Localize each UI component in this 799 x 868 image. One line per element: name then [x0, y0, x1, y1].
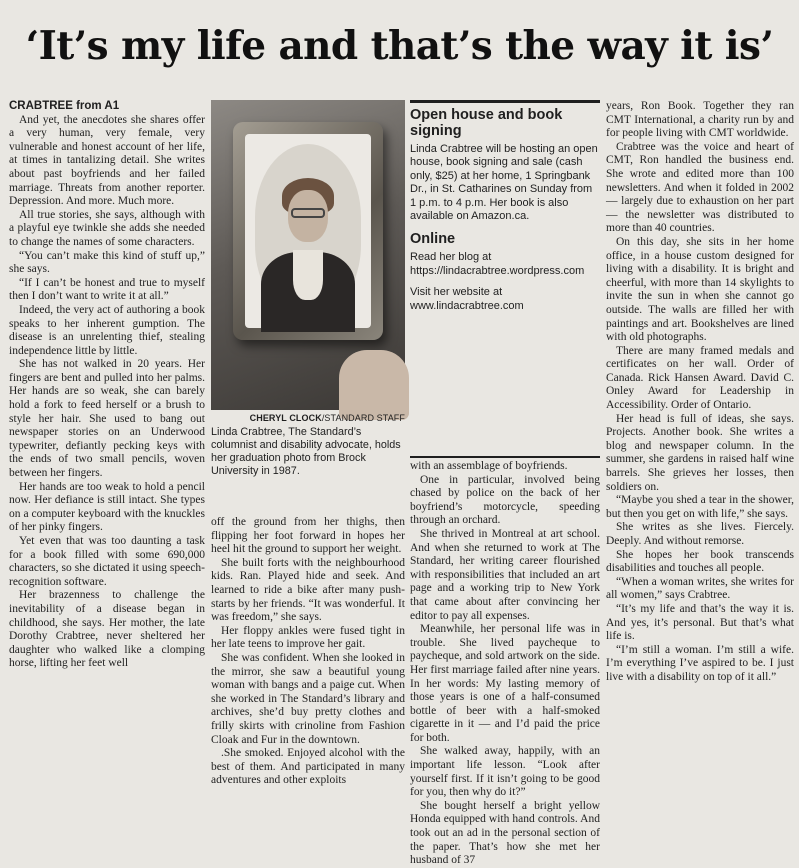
photo-credit-name: CHERYL CLOCK [249, 413, 322, 423]
jump-kicker: CRABTREE from A1 [9, 100, 120, 112]
paragraph: “Maybe you shed a tear in the shower, but then you get on with life,” she says. [606, 494, 794, 520]
paragraph: “You can’t make this kind of stuff up,” she says. [9, 249, 205, 276]
sidebar-blog-link[interactable]: Read her blog at https://lindacrabtree.wordpress.com [410, 251, 585, 277]
sidebar-rule [410, 100, 600, 103]
article-column-1 [9, 100, 205, 796]
picture-frame [233, 122, 383, 340]
headline: ‘It’s my life and that’s the way it is’ [25, 23, 774, 69]
paragraph: Her hands are too weak to hold a pencil now. Her defiance is still intact. She types on a computer keyboard with the knuckles of her pinky fingers. [9, 480, 205, 534]
paragraph: .She smoked. Enjoyed alcohol with the best of them. And participated in many adventures and other exploits [211, 747, 405, 787]
sidebar-open-house-text: Linda Crabtree will be hosting an open house, book signing and sale (cash only, $25) at her home, 1 Springbank Dr., in St. Catharines on Sunday from 1 p.m. to 4 p.m. Her book is also available on Amazon.ca. [410, 143, 598, 223]
paragraph: She was confident. When she looked in the mirror, she saw a beautiful young woman with bangs and a paige cut. When she worked in The Standard’s library and archives, she’d buy pretty clothes and frilly skirts with crinoline from Fashion Cloak and Fur in the downtown. [211, 651, 405, 746]
paragraph: She has not walked in 20 years. Her fingers are bent and pulled into her palms. Her hands are so weak, she can barely hold a fork to feed herself or a brush to style her hair. She used to bang out newspaper stories on an Underwood typewriter, defiantly pecking keys with the ends of two small pencils, woven between her fingers. [9, 358, 205, 480]
paragraph: with an assemblage of boyfriends. [410, 460, 568, 472]
paragraph: She built forts with the neighbourhood kids. Ran. Played hide and seek. And learned to ride a bike after many push-starts by her friends. “It was wonderful. It was freedom,” she says. [211, 556, 405, 624]
hand [339, 350, 409, 420]
paragraph: Her brazenness to challenge the inevitability of a disease began in childhood, she says. Her mother, the late Dorothy Crabtree, never sheltered her daughter who walked like a clomping horse, lifting her feet well [9, 589, 205, 670]
paragraph: “I’m still a woman. I’m still a wife. I’m everything I’ve aspired to be. I just live with a disability on top of it all.” [606, 643, 794, 683]
paragraph: There are many framed medals and certificates on her wall. Order of Canada. Rick Hansen Award. David C. Onley Award for Leadership in Accessibility. Order of Ontario. [606, 344, 794, 412]
paragraph: years, Ron Book. Together they ran CMT International, a charity run by and for people living with CMT worldwide. [606, 100, 794, 140]
photo-caption: Linda Crabtree, The Standard’s columnist and disability advocate, holds her graduation photo from Brock University in 1987. [211, 426, 401, 477]
paragraph: Meanwhile, her personal life was in trouble. She lived paycheque to paycheque, and sold artwork on the side. Her first marriage failed after nine years. In her words: My lasting memory of those years is one of a half-consumed bottle of beer with a half-smoked cigarette in it — and I’d paid the price for both. [410, 623, 600, 744]
paragraph: Her head is full of ideas, she says. Projects. Another book. She writes a blog and newspaper column. In the summer, she gardens in raised half wine barrels. She grieves her losses, then soldiers on. [606, 412, 794, 493]
graduation-hood [293, 250, 323, 300]
info-sidebar [410, 100, 600, 458]
paragraph: Her floppy ankles were fused tight in her late teens to improve her gait. [211, 624, 405, 651]
paragraph: And yet, the anecdotes she shares offer a very human, very female, very vulnerable and honest account of her life, at times in tantalizing detail. She writes about past boyfriends and her failed marriage. Threats from another reporter. Depression. And more. Much more. [9, 113, 205, 208]
glasses [291, 208, 325, 218]
paragraph: Crabtree was the voice and heart of CMT, Ron handled the business end. She wrote and edited more than 100 newsletters. And when it folded in 2002 — largely due to exhaustion on her part — the newsletter was distributed to more than 40 countries. [606, 140, 794, 235]
paragraph: On this day, she sits in her home office, in a house custom designed for living with a disability. It is bright and cheerful, with more than 14 skylights to invite the sun in when she cannot go outside. The walls are filled her with paintings and art. Bookshelves are lined with old photographs. [606, 235, 794, 344]
sidebar-heading-open-house: Open house and book signing [410, 107, 563, 139]
paragraph: She walked away, happily, with an important life lesson. “Look after yourself first. If it isn’t going to be good for you, then why do it?” [410, 745, 600, 799]
photo-credit-org: /STANDARD STAFF [321, 413, 405, 423]
photo-credit [211, 413, 405, 423]
paragraph: off the ground from her thighs, then flipping her foot forward in hopes her heel hit the ground to support her weight. [211, 516, 405, 556]
sidebar-website-link[interactable]: Visit her website at www.lindacrabtree.com [410, 286, 524, 312]
paragraph: She bought herself a bright yellow Honda equipped with hand controls. And took out an ad in the personal section of the paper. That’s how she met her husband of 37 [410, 799, 600, 867]
graduation-portrait [255, 144, 361, 318]
paragraph: All true stories, she says, although with a playful eye twinkle she adds she needed to change the names of some characters. [9, 208, 205, 248]
paragraph: Indeed, the very act of authoring a book speaks to her inherent gumption. The disease is an unrelenting thief, stealing independence little by little. [9, 303, 205, 357]
paragraph: She hopes her book transcends disabilities and touches all people. [606, 548, 794, 575]
paragraph: “When a woman writes, she writes for all women,” says Crabtree. [606, 575, 794, 602]
paragraph: She writes as she lives. Fiercely. Deeply. And without remorse. [606, 521, 794, 547]
frame-mat [245, 134, 371, 328]
sidebar-heading-online: Online [410, 231, 456, 248]
paragraph: “If I can’t be honest and true to myself then I don’t want to write it at all.” [9, 276, 205, 303]
paragraph: “It’s my life and that’s the way it is. And yes, it’s personal. But that’s what life is. [606, 602, 794, 643]
photo [211, 100, 405, 410]
article-column-3 [410, 460, 600, 867]
paragraph: One in particular, involved being chased by police on the back of her boyfriend’s motorcycle, speeding through an orchard. [410, 473, 600, 527]
paragraph: Yet even that was too daunting a task for a book filled with some 690,000 characters, so she dictated it using speech-recognition software. [9, 535, 205, 588]
article-column-4 [606, 100, 794, 796]
paragraph: She thrived in Montreal at art school. And when she returned to work at The Standard, her writing career flourished with responsibilities that included an art page and a working trip to New York that came about after convincing her editor to pay all expenses. [410, 527, 600, 622]
article-column-2 [211, 516, 405, 796]
sidebar-bottom-rule [410, 456, 600, 458]
